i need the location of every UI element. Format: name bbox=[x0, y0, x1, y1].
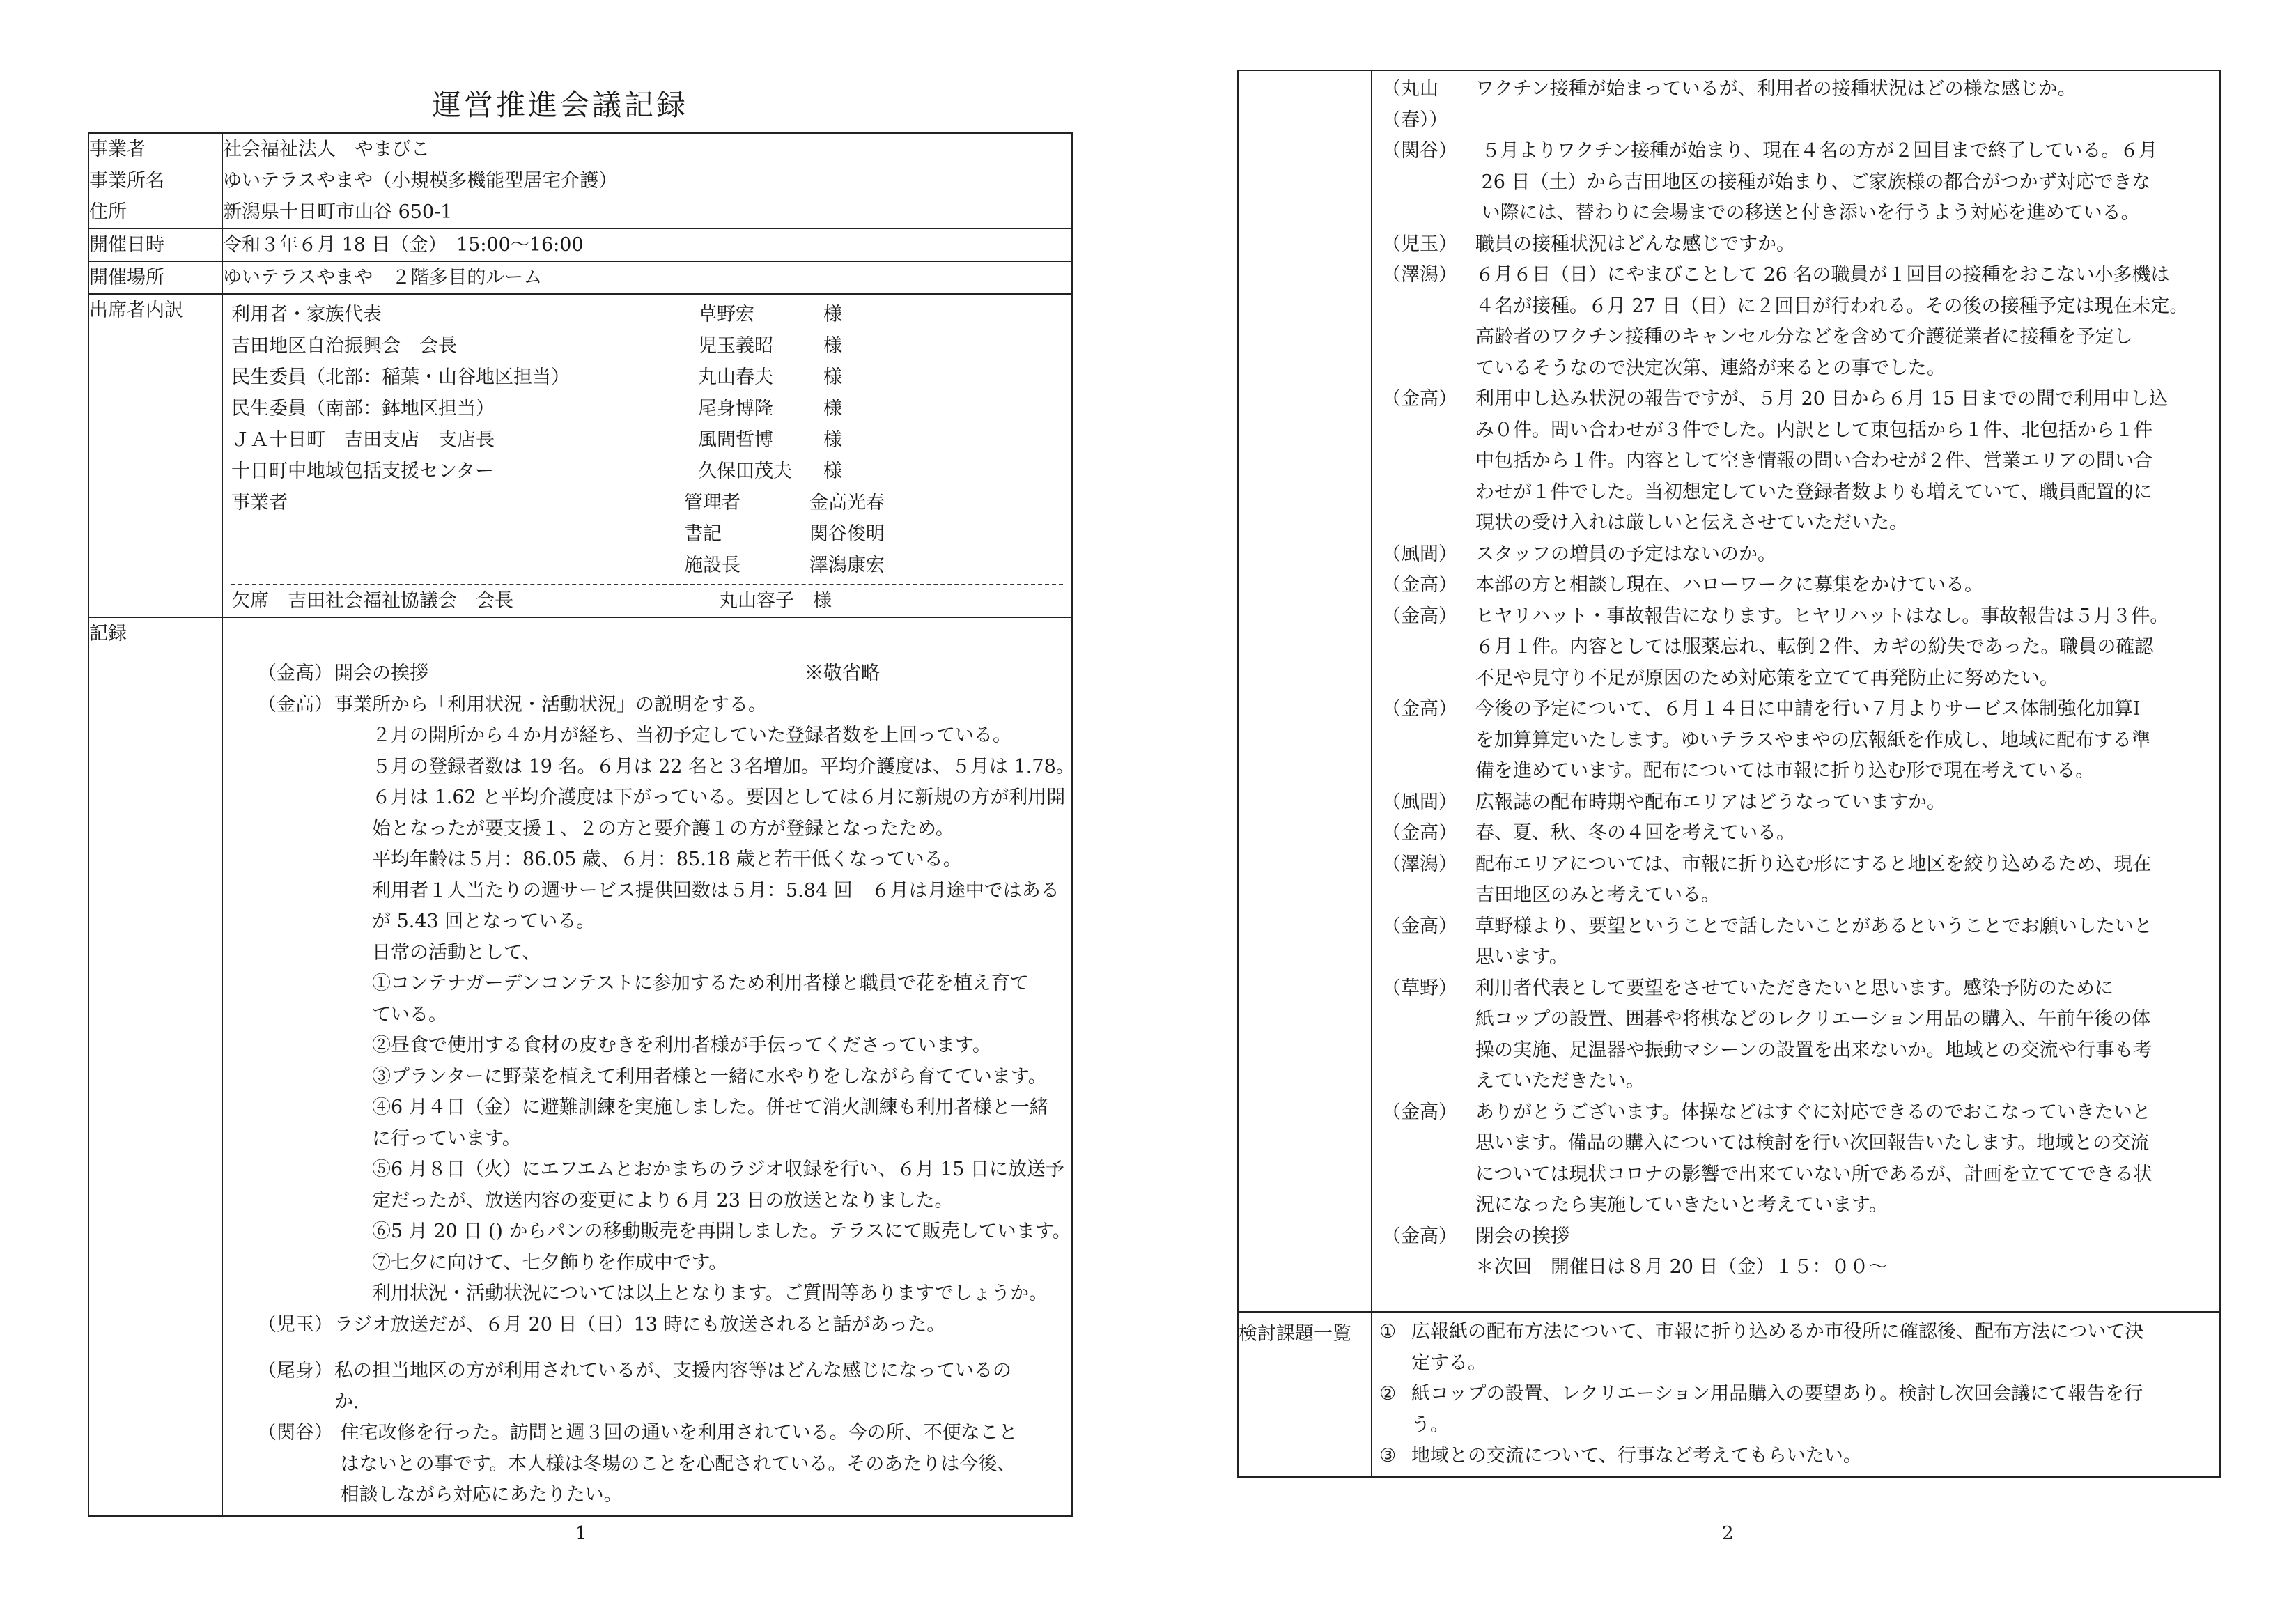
speaker-label bbox=[258, 814, 334, 845]
speaker-label: （金高） bbox=[1382, 574, 1457, 596]
record-line bbox=[1382, 1128, 2211, 1159]
record-text: ４名が接種。６月 27 日（日）に２回目が行われる。その後の接種予定は現在未定。 bbox=[1475, 295, 2189, 317]
record-line bbox=[1382, 1035, 2211, 1067]
attendee-row: 施設長 澤潟康宏 bbox=[684, 555, 885, 576]
record-body-continued bbox=[1372, 70, 2220, 1312]
record-text: 事業所から「利用状況・活動状況」の説明をする。 bbox=[334, 693, 767, 716]
record-line bbox=[258, 1480, 1064, 1511]
record-lines-continued bbox=[1382, 74, 2211, 1283]
record-text: 私の担当地区の方が利用されているが、支援内容等はどんな感じになっているの bbox=[334, 1360, 1011, 1382]
record-text: ①コンテナガーデンコンテストに参加するため利用者様と職員で花を植え育て bbox=[334, 973, 1029, 994]
speaker-label: （金高） bbox=[258, 693, 333, 716]
speaker-label bbox=[258, 1154, 334, 1186]
record-text: 高齢者のワクチン接種のキャンセル分などを含めて介護従業者に接種を予定し bbox=[1475, 326, 2133, 348]
record-text: か. bbox=[334, 1391, 359, 1413]
record-label-empty bbox=[1238, 70, 1372, 1312]
label-office: 事業所名 bbox=[89, 170, 164, 192]
speaker-label: （金高） bbox=[1382, 698, 1457, 720]
record-text: 利用申し込み状況の報告ですが、５月 20 日から６月 15 日までの間で利用申し込 bbox=[1475, 388, 2169, 410]
record-line bbox=[1382, 1252, 2211, 1283]
record-line bbox=[1382, 694, 2211, 725]
record-line bbox=[258, 1124, 1064, 1155]
record-text: ⑦七夕に向けて、七夕飾りを作成中です。 bbox=[334, 1251, 728, 1274]
record-text: 開会の挨拶 ※敬省略 bbox=[334, 663, 880, 684]
record-line bbox=[1382, 818, 2211, 849]
record-line bbox=[1382, 756, 2211, 787]
speaker-label: （金高） bbox=[1382, 915, 1457, 937]
record-text: に行っています。 bbox=[334, 1127, 521, 1150]
speaker-label bbox=[1382, 725, 1475, 757]
record-line bbox=[1382, 1097, 2211, 1129]
attendee-row: 民生委員（北部：稲葉・山谷地区担当） 丸山春夫 様 bbox=[231, 366, 842, 388]
record-line bbox=[1382, 787, 2211, 819]
speaker-label bbox=[1382, 508, 1475, 539]
label-address: 住所 bbox=[89, 201, 127, 223]
speaker-label: （尾身） bbox=[258, 1360, 333, 1382]
record-line bbox=[1382, 570, 2211, 601]
record-line bbox=[1382, 291, 2211, 323]
record-text: が 5.43 回となっている。 bbox=[334, 911, 596, 932]
value-address: 新潟県十日町市山谷 650-1 bbox=[223, 201, 453, 223]
record-text: ５月の登録者数は 19 名。６月は 22 名と３名増加。平均介護度は、５月は 1.78。 bbox=[334, 755, 1075, 778]
speaker-label: （澤潟） bbox=[1382, 853, 1457, 875]
record-line bbox=[258, 1216, 1071, 1248]
issue-line bbox=[1379, 1379, 2212, 1410]
record-line bbox=[1382, 260, 2211, 291]
record-text: を加算算定いたします。ゆいテラスやまやの広報紙を作成し、地域に配布する準 bbox=[1475, 729, 2151, 751]
speaker-label bbox=[1382, 291, 1475, 323]
record-line bbox=[258, 782, 1064, 814]
record-text: ６月６日（日）にやまびことして 26 名の職員が１回目の接種をおこない小多機は bbox=[1475, 264, 2170, 286]
record-row-continued bbox=[1238, 70, 2220, 1312]
issue-text: う。 bbox=[1411, 1414, 1449, 1436]
issue-line bbox=[1379, 1317, 2212, 1348]
speaker-label bbox=[1382, 1035, 1475, 1067]
record-text: ているそうなので決定次第、連絡が来るとの事でした。 bbox=[1475, 357, 1946, 379]
value-office: ゆいテラスやまや（小規模多機能型居宅介護） bbox=[223, 170, 618, 192]
speaker-label: （金高） bbox=[258, 663, 333, 684]
speaker-label bbox=[258, 1186, 334, 1217]
record-line bbox=[258, 814, 1064, 845]
label-place: 開催場所 bbox=[88, 261, 222, 294]
record-text: ている。 bbox=[334, 1003, 447, 1026]
speaker-label bbox=[1382, 322, 1475, 353]
record-text: 紙コップの設置、囲碁や将棋などのレクリエーション用品の購入、午前午後の体 bbox=[1475, 1008, 2151, 1030]
document-title: 運営推進会議記録 bbox=[432, 88, 689, 122]
info-rows bbox=[88, 133, 1072, 229]
record-line bbox=[1382, 725, 2211, 757]
speaker-label: （草野） bbox=[1382, 977, 1457, 999]
record-text: ⑥5 月 20 日 () からパンの移動販売を再開しました。テラスにて販売しています。 bbox=[334, 1221, 1071, 1242]
label-date: 開催日時 bbox=[88, 229, 222, 261]
speaker-label bbox=[1382, 632, 1475, 663]
record-text: ２月の開所から４か月が経ち、当初予定していた登録者数を上回っている。 bbox=[334, 725, 1011, 746]
record-line bbox=[1382, 508, 2211, 539]
record-line bbox=[1382, 74, 2211, 136]
speaker-label: （金高） bbox=[1382, 605, 1457, 627]
record-body bbox=[222, 617, 1075, 1516]
page-number: 1 bbox=[575, 1523, 587, 1544]
record-line bbox=[1382, 539, 2211, 571]
speaker-label bbox=[1382, 1066, 1475, 1097]
attendee-row: 吉田地区自治振興会 会長 児玉義昭 様 bbox=[231, 335, 842, 357]
speaker-label bbox=[1382, 415, 1475, 447]
label-record: 記録 bbox=[88, 617, 222, 1516]
speaker-label: （関谷） bbox=[1382, 140, 1457, 162]
record-text: ヒヤリハット・事故報告になります。ヒヤリハットはなし。事故報告は５月３件。 bbox=[1475, 605, 2169, 627]
speaker-label: （風間） bbox=[1382, 791, 1457, 813]
speaker-label bbox=[258, 968, 334, 1000]
record-line bbox=[1382, 384, 2211, 415]
value-date: 令和３年６月 18 日（金） 15:00～16:00 bbox=[222, 229, 1072, 261]
speaker-label: （澤潟） bbox=[1382, 264, 1457, 286]
record-line bbox=[258, 1418, 1064, 1449]
speaker-label: （金高） bbox=[1382, 388, 1457, 410]
record-text: 住宅改修を行った。訪問と週３回の通いを利用されている。今の所、不便なこと bbox=[334, 1422, 1018, 1444]
record-text: 定だったが、放送内容の変更により６月 23 日の放送となりました。 bbox=[334, 1189, 954, 1212]
record-line bbox=[258, 1062, 1064, 1093]
record-line bbox=[258, 1356, 1064, 1387]
speaker-label: （児玉） bbox=[1382, 233, 1457, 255]
speaker-label bbox=[1382, 446, 1475, 477]
record-text: 備を進めています。配布については市報に折り込む形で現在考えている。 bbox=[1475, 760, 2095, 782]
speaker-label bbox=[258, 876, 334, 907]
attendees-row bbox=[88, 294, 1072, 617]
record-text: 現状の受け入れは厳しいと伝えさせていただいた。 bbox=[1475, 512, 1908, 534]
speaker-label bbox=[258, 1387, 334, 1418]
record-line bbox=[258, 968, 1064, 1000]
speaker-label bbox=[258, 720, 334, 752]
speaker-label bbox=[258, 1216, 334, 1248]
record-text: 不足や見守り不足が原因のため対応策を立てて再発防止に努めたい。 bbox=[1475, 667, 2058, 689]
speaker-label bbox=[258, 938, 334, 969]
record-lines bbox=[258, 658, 1075, 1511]
record-line bbox=[258, 1449, 1064, 1480]
speaker-label: （児玉） bbox=[258, 1313, 333, 1336]
issue-number bbox=[1379, 1348, 1411, 1379]
record-line bbox=[1382, 849, 2211, 881]
speaker-label: （金高） bbox=[1382, 1225, 1457, 1247]
meeting-record-table-continued bbox=[1237, 70, 2221, 1478]
record-text: えていただきたい。 bbox=[1475, 1070, 1645, 1092]
speaker-label bbox=[258, 1030, 334, 1062]
speaker-label bbox=[258, 1124, 334, 1155]
date-row bbox=[88, 229, 1072, 261]
speaker-label bbox=[258, 782, 334, 814]
record-text: 操の実施、足温器や振動マシーンの設置を出来ないか。地域との交流や行事も考 bbox=[1475, 1039, 2152, 1061]
record-text: ラジオ放送だが、６月 20 日（日）13 時にも放送されると話があった。 bbox=[334, 1313, 946, 1336]
record-line bbox=[1382, 1190, 2211, 1221]
attendee-row: 利用者・家族代表 草野宏 様 bbox=[231, 304, 842, 325]
record-line bbox=[258, 1154, 1064, 1186]
meeting-record-table bbox=[88, 132, 1073, 1517]
issue-line bbox=[1379, 1441, 2212, 1472]
record-text: 春、夏、秋、冬の４回を考えている。 bbox=[1475, 822, 1795, 844]
record-line bbox=[258, 1248, 1064, 1279]
speaker-label bbox=[1382, 942, 1475, 973]
speaker-label: （風間） bbox=[1382, 543, 1457, 565]
record-text: 26 日（土）から吉田地区の接種が始まり、ご家族様の都合がつかず対応できな bbox=[1475, 171, 2151, 193]
record-line bbox=[258, 658, 1064, 690]
attendee-row: 十日町中地域包括支援センター 久保田茂夫 様 bbox=[231, 461, 842, 482]
absent-row bbox=[231, 584, 1063, 617]
record-text: ＊次回 開催日は８月 20 日（金）１５：００～ bbox=[1475, 1256, 1888, 1278]
record-text: い際には、替わりに会場までの移送と付き添いを行うよう対応を進めている。 bbox=[1475, 202, 2140, 224]
issue-number: ① bbox=[1379, 1321, 1397, 1343]
record-line bbox=[258, 1310, 1064, 1341]
record-text: ⑤6 月８日（火）にエフエムとおかまちのラジオ収録を行い、６月 15 日に放送予 bbox=[334, 1159, 1064, 1180]
record-text: 思います。 bbox=[1475, 946, 1568, 968]
record-line bbox=[1382, 477, 2211, 509]
record-line bbox=[258, 752, 1075, 783]
speaker-label bbox=[1382, 1128, 1475, 1159]
record-text: ④6 月４日（金）に避難訓練を実施しました。併せて消火訓練も利用者様と一緒 bbox=[334, 1097, 1048, 1118]
speaker-label bbox=[258, 1278, 334, 1310]
absent-role: 欠席 吉田社会福祉協議会 会長 bbox=[231, 590, 513, 612]
record-line bbox=[1382, 973, 2211, 1005]
record-line bbox=[258, 1092, 1064, 1124]
record-text: 草野様より、要望ということで話したいことがあるということでお願いしたいと bbox=[1475, 915, 2152, 937]
speaker-label bbox=[258, 1000, 334, 1031]
speaker-label bbox=[1382, 1159, 1475, 1191]
record-line bbox=[1382, 1159, 2211, 1191]
record-text: 日常の活動として、 bbox=[334, 941, 541, 964]
issues-row bbox=[1238, 1312, 2220, 1477]
record-text: 利用者１人当たりの週サービス提供回数は５月：5.84 回 ６月は月途中ではある bbox=[334, 879, 1060, 902]
record-line bbox=[1382, 942, 2211, 973]
record-text: 吉田地区のみと考えている。 bbox=[1475, 884, 1720, 906]
speaker-label bbox=[258, 906, 334, 938]
record-line bbox=[258, 1030, 1064, 1062]
record-text: はないとの事です。本人様は冬場のことを心配されている。そのあたりは今後、 bbox=[334, 1453, 1016, 1475]
record-text: 職員の接種状況はどんな感じですか。 bbox=[1475, 233, 1795, 255]
record-line bbox=[1382, 415, 2211, 447]
issue-line bbox=[1379, 1348, 2212, 1379]
record-text: については現状コロナの影響で出来ていない所であるが、計画を立ててできる状 bbox=[1475, 1163, 2152, 1185]
record-line bbox=[1382, 198, 2211, 229]
absent-name: 丸山容子 様 bbox=[719, 590, 832, 612]
record-text: 況になったら実施していきたいと考えています。 bbox=[1475, 1194, 1888, 1216]
record-line bbox=[1382, 601, 2211, 633]
attendee-row: 書記 関谷俊明 bbox=[684, 523, 885, 545]
place-row bbox=[88, 261, 1072, 294]
label-issues: 検討課題一覧 bbox=[1238, 1312, 1372, 1477]
record-text: 利用状況・活動状況については以上となります。ご質問等ありますでしょうか。 bbox=[334, 1283, 1048, 1304]
label-business: 事業者 bbox=[89, 139, 146, 160]
record-text: 思います。備品の購入については検討を行い次回報告いたします。地域との交流 bbox=[1475, 1132, 2150, 1154]
info-values bbox=[222, 133, 1072, 229]
page-number: 2 bbox=[1722, 1523, 1734, 1544]
record-text: 相談しながら対応にあたりたい。 bbox=[334, 1484, 623, 1506]
attendee-row: ＪＡ十日町 吉田支店 支店長 風間哲博 様 bbox=[231, 429, 842, 451]
record-gap bbox=[258, 1340, 1064, 1356]
record-line bbox=[1382, 446, 2211, 477]
record-text: み０件。問い合わせが３件でした。内訳として東包括から１件、北包括から１件 bbox=[1475, 419, 2152, 441]
speaker-label bbox=[1382, 756, 1475, 787]
speaker-label bbox=[258, 752, 334, 783]
page-2 bbox=[1148, 0, 2296, 1624]
value-business: 社会福祉法人 やまびこ bbox=[223, 139, 430, 160]
record-line bbox=[258, 844, 1064, 876]
record-text: ６月１件。内容としては服薬忘れ、転倒２件、カギの紛失であった。職員の確認 bbox=[1475, 636, 2154, 658]
record-line bbox=[1382, 632, 2211, 663]
speaker-label bbox=[1382, 167, 1475, 199]
speaker-label: （金高） bbox=[1382, 1101, 1457, 1123]
speaker-label bbox=[1382, 198, 1475, 229]
record-text: 中包括から１件。内容として空き情報の問い合わせが２件、営業エリアの問い合 bbox=[1475, 450, 2152, 472]
attendee-row: 事業者 管理者 金高光春 bbox=[231, 492, 885, 513]
record-line bbox=[1382, 1004, 2211, 1035]
record-text: 閉会の挨拶 bbox=[1475, 1225, 1569, 1247]
record-line bbox=[258, 906, 1064, 938]
issue-number: ② bbox=[1379, 1383, 1397, 1405]
issue-line bbox=[1379, 1410, 2212, 1441]
record-line bbox=[258, 1278, 1064, 1310]
record-line bbox=[1382, 663, 2211, 695]
attendee-row: 民生委員（南部：鉢地区担当） 尾身博隆 様 bbox=[231, 398, 842, 419]
record-line bbox=[1382, 353, 2211, 385]
issue-text: 広報紙の配布方法について、市報に折り込めるか市役所に確認後、配布方法について決 bbox=[1411, 1321, 2144, 1343]
record-line bbox=[1382, 880, 2211, 911]
record-text: ②昼食で使用する食材の皮むきを利用者様が手伝ってくださっています。 bbox=[334, 1035, 991, 1056]
speaker-label bbox=[1382, 663, 1475, 695]
record-text: 配布エリアについては、市報に折り込む形にすると地区を絞り込めるため、現在 bbox=[1475, 853, 2152, 875]
value-place: ゆいテラスやまや ２階多目的ルーム bbox=[222, 261, 1072, 294]
record-line bbox=[1382, 911, 2211, 943]
speaker-label: （丸山（春）） bbox=[1382, 78, 1448, 131]
issue-number: ③ bbox=[1379, 1445, 1397, 1467]
speaker-label bbox=[258, 1248, 334, 1279]
record-line bbox=[258, 876, 1064, 907]
issue-text: 紙コップの設置、レクリエーション用品購入の要望あり。検討し次回会議にて報告を行 bbox=[1411, 1383, 2143, 1405]
speaker-label bbox=[1382, 880, 1475, 911]
issue-text: 地域との交流について、行事など考えてもらいたい。 bbox=[1411, 1445, 1862, 1467]
record-text: ③プランターに野菜を植えて利用者様と一緒に水やりをしながら育てています。 bbox=[334, 1065, 1047, 1088]
record-text: ６月は 1.62 と平均介護度は下がっている。要因としては６月に新規の方が利用開 bbox=[334, 787, 1066, 808]
record-text: わせが１件でした。当初想定していた登録者数よりも増えていて、職員配置的に bbox=[1475, 481, 2152, 503]
speaker-label bbox=[258, 1480, 334, 1511]
issues-body bbox=[1372, 1312, 2220, 1477]
issues-list bbox=[1379, 1317, 2212, 1472]
label-attendees: 出席者内訳 bbox=[88, 294, 222, 617]
speaker-label bbox=[1382, 1252, 1475, 1283]
record-text: 今後の予定について、６月１４日に申請を行い７月よりサービス体制強化加算Ⅰ bbox=[1475, 698, 2141, 720]
speaker-label bbox=[1382, 477, 1475, 509]
record-text: 平均年齢は５月：86.05 歳、６月：85.18 歳と若干低くなっている。 bbox=[334, 849, 962, 870]
speaker-label: （金高） bbox=[1382, 822, 1457, 844]
speaker-label: （関谷） bbox=[258, 1422, 333, 1444]
record-text: 本部の方と相談し現在、ハローワークに募集をかけている。 bbox=[1475, 574, 1983, 596]
record-line bbox=[258, 1387, 1064, 1418]
record-line bbox=[1382, 322, 2211, 353]
record-line bbox=[1382, 229, 2211, 261]
record-line bbox=[258, 938, 1064, 969]
record-line bbox=[258, 690, 1064, 721]
record-text: ５月よりワクチン接種が始まり、現在４名の方が２回目まで終了している。６月 bbox=[1475, 140, 2158, 162]
record-line bbox=[258, 720, 1064, 752]
record-text: 始となったが要支援１、２の方と要介護１の方が登録となったため。 bbox=[334, 817, 954, 840]
speaker-label bbox=[258, 1449, 334, 1480]
record-line bbox=[1382, 1066, 2211, 1097]
issue-text: 定する。 bbox=[1411, 1352, 1487, 1374]
speaker-label bbox=[258, 844, 334, 876]
record-text: 広報誌の配布時期や配布エリアはどうなっていますか。 bbox=[1475, 791, 1946, 813]
record-text: ありがとうございます。体操などはすぐに対応できるのでおこなっていきたいと bbox=[1475, 1101, 2151, 1123]
record-text: ワクチン接種が始まっているが、利用者の接種状況はどの様な感じか。 bbox=[1475, 78, 2077, 100]
speaker-label bbox=[1382, 1190, 1475, 1221]
record-text: 利用者代表として要望をさせていただきたいと思います。感染予防のために bbox=[1475, 977, 2113, 999]
speaker-label bbox=[1382, 353, 1475, 385]
record-row bbox=[88, 617, 1072, 1516]
record-line bbox=[258, 1186, 1064, 1217]
speaker-label bbox=[1382, 1004, 1475, 1035]
record-line bbox=[1382, 136, 2211, 167]
speaker-label bbox=[258, 1062, 334, 1093]
attendee-list bbox=[222, 294, 1072, 617]
record-text: スタッフの増員の予定はないのか。 bbox=[1475, 543, 1776, 565]
record-line bbox=[258, 1000, 1064, 1031]
issue-number bbox=[1379, 1410, 1411, 1441]
speaker-label bbox=[258, 1092, 334, 1124]
record-line bbox=[1382, 1221, 2211, 1253]
record-line bbox=[1382, 167, 2211, 199]
info-labels bbox=[88, 133, 222, 229]
